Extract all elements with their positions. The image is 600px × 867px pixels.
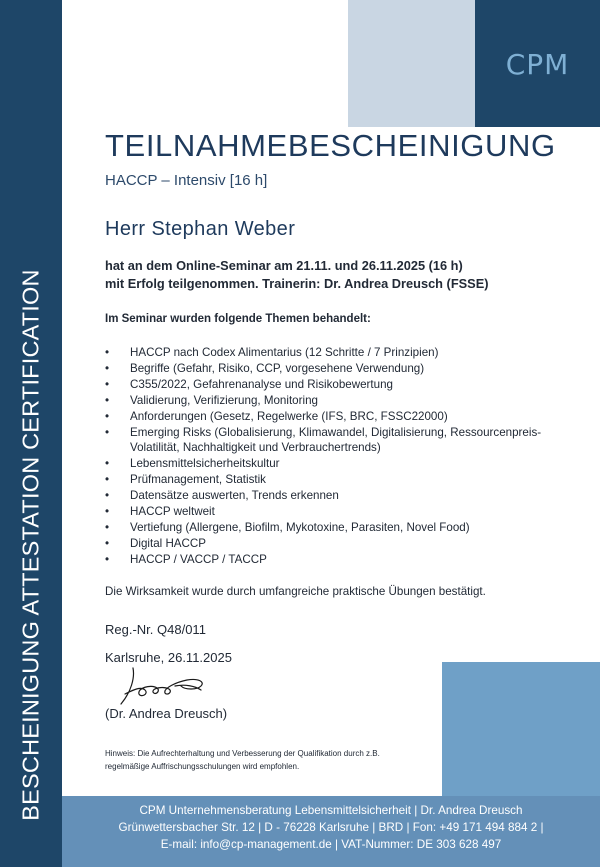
footer-contact: E-mail: info@cp-management.de | VAT-Nummer: DE 303 628 497 bbox=[160, 838, 502, 851]
topic-text: HACCP weltweit bbox=[130, 505, 215, 519]
bullet: • bbox=[105, 346, 110, 359]
list-item bbox=[105, 488, 565, 504]
recommendation-note bbox=[105, 748, 380, 773]
topic-text: Datensätze auswerten, Trends erkennen bbox=[130, 489, 339, 503]
place-and-date: Karlsruhe, 26.11.2025 bbox=[105, 650, 232, 665]
registration-number: Reg.-Nr. Q48/011 bbox=[105, 622, 206, 637]
recipient-name: Herr Stephan Weber bbox=[105, 218, 296, 240]
handwritten-signature bbox=[115, 664, 225, 708]
list-item bbox=[105, 361, 565, 377]
vertical-certification-label: BESCHEINIGUNG ATTESTATION CERTIFICATION bbox=[17, 269, 44, 821]
bullet: • bbox=[105, 457, 110, 471]
statement-line-2: mit Erfolg teilgenommen. Trainerin: Dr. Andrea Dreusch (FSSE) bbox=[105, 276, 489, 291]
certificate-title: TEILNAHMEBESCHEINIGUNG bbox=[105, 128, 556, 163]
list-item bbox=[105, 472, 565, 488]
topic-text: HACCP nach Codex Alimentarius (12 Schritte / 7 Prinzipien) bbox=[130, 346, 439, 359]
statement-line-1: hat an dem Online-Seminar am 21.11. und 26.11.2025 (16 h) bbox=[105, 258, 463, 273]
topics-list bbox=[105, 345, 565, 568]
bullet: • bbox=[105, 361, 110, 375]
list-item bbox=[105, 345, 565, 361]
topic-text: Begriffe (Gefahr, Risiko, CCP, vorgesehene Verwendung) bbox=[130, 361, 425, 375]
bullet: • bbox=[105, 425, 110, 439]
list-item bbox=[105, 536, 565, 552]
bullet: • bbox=[105, 552, 110, 566]
footer-address: Grünwettersbacher Str. 12 | D - 76228 Karlsruhe | BRD | Fon: +49 171 494 884 2 | bbox=[118, 821, 544, 834]
course-subtitle: HACCP – Intensiv [16 h] bbox=[105, 172, 268, 189]
list-item bbox=[105, 409, 565, 425]
list-item bbox=[105, 425, 565, 457]
bullet: • bbox=[105, 393, 110, 407]
topic-text: Vertiefung (Allergene, Biofilm, Mykotoxine, Parasiten, Novel Food) bbox=[130, 520, 470, 534]
topic-text: Lebensmittelsicherheitskultur bbox=[130, 457, 280, 471]
footer-company: CPM Unternehmensberatung Lebensmittelsicherheit | Dr. Andrea Dreusch bbox=[139, 804, 523, 817]
footer bbox=[62, 802, 600, 853]
bullet: • bbox=[105, 505, 110, 519]
note-line-1: Hinweis: Die Aufrechterhaltung und Verbesserung der Qualifikation durch z.B. bbox=[105, 749, 380, 758]
list-item bbox=[105, 377, 565, 393]
bullet: • bbox=[105, 489, 110, 503]
topic-text: Anforderungen (Gesetz, Regelwerke (IFS, BRC, FSSC22000) bbox=[130, 409, 448, 423]
list-item bbox=[105, 552, 565, 568]
decor-block-light bbox=[348, 0, 475, 127]
logo-text: CPM bbox=[505, 48, 570, 81]
list-item bbox=[105, 393, 565, 409]
topic-text: C355/2022, Gefahrenanalyse und Risikobewertung bbox=[130, 377, 393, 391]
topics-intro: Im Seminar wurden folgende Themen behandelt: bbox=[105, 313, 371, 325]
topic-text: HACCP / VACCP / TACCP bbox=[130, 552, 267, 566]
list-item bbox=[105, 520, 565, 536]
cpm-logo bbox=[475, 48, 600, 81]
list-item bbox=[105, 456, 565, 472]
bullet: • bbox=[105, 377, 110, 391]
topic-text: Prüfmanagement, Statistik bbox=[130, 473, 266, 487]
list-item bbox=[105, 504, 565, 520]
bullet: • bbox=[105, 520, 110, 534]
signer-name: (Dr. Andrea Dreusch) bbox=[105, 706, 228, 721]
bullet: • bbox=[105, 409, 110, 423]
topic-text: Emerging Risks (Globalisierung, Klimawandel, Digitalisierung, Ressourcenpreis-Volatilität, Nachhaltigkeit und Verbrauchertrends) bbox=[130, 425, 542, 455]
note-line-2: regelmäßige Auffrischungsschulungen wird empfohlen. bbox=[105, 761, 300, 771]
topic-text: Digital HACCP bbox=[130, 536, 207, 550]
bullet: • bbox=[105, 473, 110, 487]
topic-text: Validierung, Verifizierung, Monitoring bbox=[130, 393, 318, 407]
decor-block-mid bbox=[442, 662, 600, 796]
bullet: • bbox=[105, 536, 110, 550]
effectiveness-statement: Die Wirksamkeit wurde durch umfangreiche praktische Übungen bestätigt. bbox=[105, 585, 486, 598]
